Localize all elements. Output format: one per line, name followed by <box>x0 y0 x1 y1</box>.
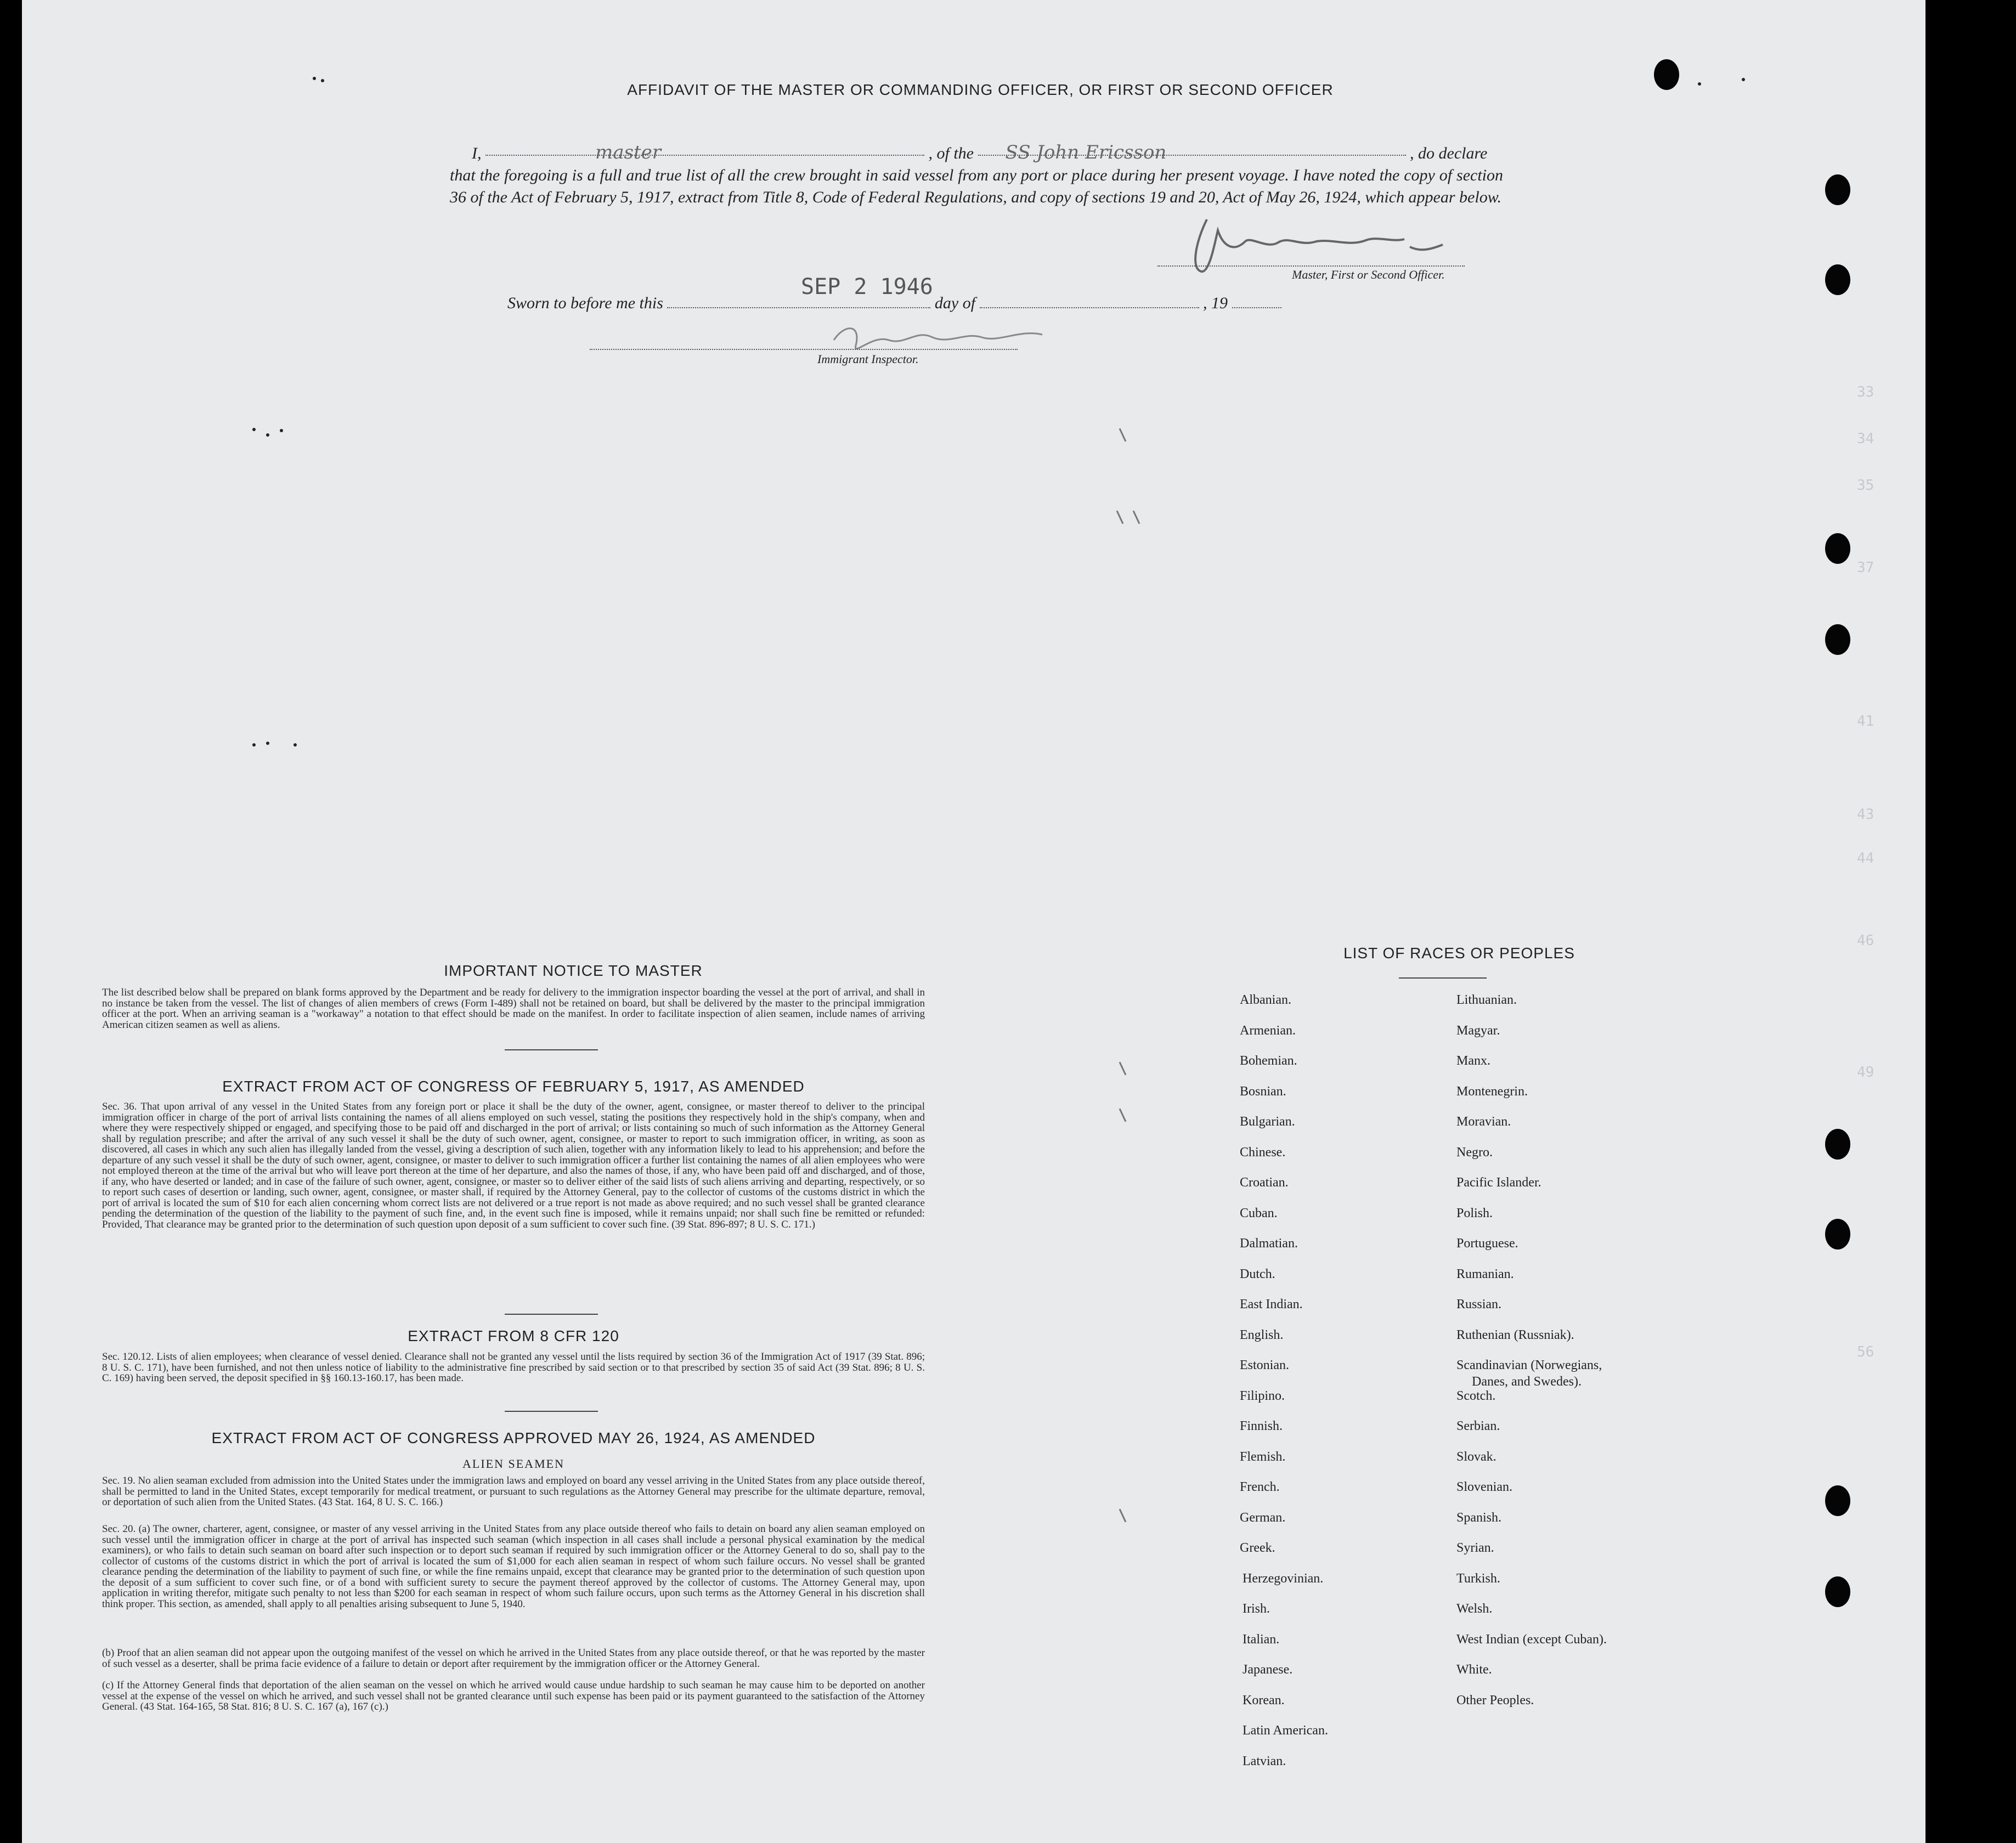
bleed-through-text: 41 <box>1857 713 1874 730</box>
race-item: Latvian. <box>1243 1754 1286 1768</box>
bleed-through-text: 44 <box>1857 850 1874 867</box>
race-item: Danes, and Swedes). <box>1472 1375 1582 1389</box>
punch-hole <box>1825 1219 1850 1250</box>
bleed-through-text: 43 <box>1857 806 1874 823</box>
manifest-page <box>22 0 1925 1843</box>
section-divider <box>505 1411 598 1412</box>
ink-speck <box>252 428 256 431</box>
race-item: Filipino. <box>1240 1388 1285 1403</box>
check-mark <box>1119 1062 1127 1076</box>
ink-speck <box>266 742 269 745</box>
race-item: Scandinavian (Norwegians, <box>1456 1358 1602 1372</box>
race-item: White. <box>1456 1663 1492 1677</box>
extract-1917-title: EXTRACT FROM ACT OF CONGRESS OF FEBRUARY 5, 1917, AS AMENDED <box>222 1078 805 1095</box>
punch-hole <box>1825 264 1850 295</box>
race-item: Polish. <box>1456 1206 1493 1220</box>
race-item: Spanish. <box>1456 1510 1502 1525</box>
check-mark <box>1119 1109 1127 1122</box>
section-divider <box>505 1314 598 1315</box>
race-item: Syrian. <box>1456 1541 1494 1555</box>
race-item: Croatian. <box>1240 1175 1289 1190</box>
sworn-mid: day of <box>934 294 976 312</box>
race-item: Turkish. <box>1456 1571 1500 1586</box>
race-item: Pacific Islander. <box>1456 1175 1541 1190</box>
race-item: Welsh. <box>1456 1602 1493 1616</box>
punch-hole <box>1825 533 1850 564</box>
punch-hole <box>1654 59 1679 90</box>
punch-hole <box>1825 1485 1850 1516</box>
declaration-prefix: I, <box>472 144 482 162</box>
signature-caption: Master, First or Second Officer. <box>1292 268 1445 281</box>
sworn-year-field <box>1232 294 1281 308</box>
race-item: Dutch. <box>1240 1267 1275 1281</box>
ink-speck <box>1698 82 1701 86</box>
race-item: Estonian. <box>1240 1358 1289 1372</box>
ink-speck <box>252 743 256 747</box>
ink-speck <box>280 429 283 432</box>
race-item: Russian. <box>1456 1297 1502 1311</box>
race-item: Magyar. <box>1456 1023 1500 1038</box>
race-item: Chinese. <box>1240 1145 1286 1160</box>
declaration-line <box>472 142 1487 163</box>
race-item: Montenegrin. <box>1456 1084 1528 1099</box>
bleed-through-text: 46 <box>1857 932 1874 949</box>
race-item: West Indian (except Cuban). <box>1456 1632 1607 1647</box>
affidavit-title: AFFIDAVIT OF THE MASTER OR COMMANDING OFFICER, OR FIRST OR SECOND OFFICER <box>627 81 1334 98</box>
bleed-through-text: 34 <box>1857 431 1874 447</box>
races-title-underline <box>1399 977 1487 979</box>
punch-hole <box>1825 624 1850 655</box>
declaration-body: that the foregoing is a full and true list of all the crew brought in said vessel from any port or place during her present voyage. I have noted the copy of section 36 of the Act of February 5, 1917, extract from Title 8, Code of Federal Regulations, and copy of sections 19 and 20, Act of May 26, 1924, which appear below. <box>450 166 1503 206</box>
bleed-through-text: 56 <box>1857 1344 1874 1360</box>
race-item: English. <box>1240 1327 1284 1342</box>
race-item: Flemish. <box>1240 1449 1286 1464</box>
race-item: Irish. <box>1243 1602 1270 1616</box>
sworn-prefix: Sworn to before me this <box>507 294 663 312</box>
bleed-through-text: 35 <box>1857 477 1874 494</box>
race-item: Moravian. <box>1456 1115 1511 1129</box>
bleed-through-text: 37 <box>1857 559 1874 576</box>
rank-field <box>485 142 924 163</box>
race-item: Armenian. <box>1240 1023 1296 1038</box>
race-item: East Indian. <box>1240 1297 1303 1311</box>
sworn-year: , 19 <box>1203 294 1228 312</box>
inspector-line <box>590 349 1018 350</box>
rank-handwriting: master <box>595 142 661 163</box>
inspector-caption: Immigrant Inspector. <box>817 352 919 366</box>
race-item: Other Peoples. <box>1456 1693 1534 1708</box>
ink-speck <box>313 77 316 80</box>
signature-line <box>1157 265 1465 267</box>
sworn-month-field <box>980 294 1199 308</box>
sec-20b-text: (b) Proof that an alien seaman did not appear upon the outgoing manifest of the vessel on which he arrived in the United States from any place outside thereof, or that he was reported by the master of such vessel as a deserter, shall be prima facie evidence of a failure to detain or deport after requirement by the immigration officer or the Attorney General. <box>102 1647 925 1670</box>
declaration-suffix: , do declare <box>1410 144 1488 162</box>
bleed-through-text: 49 <box>1857 1064 1874 1081</box>
ink-speck <box>321 79 324 82</box>
alien-seamen-subtitle: ALIEN SEAMEN <box>462 1457 564 1471</box>
notice-title: IMPORTANT NOTICE TO MASTER <box>444 962 703 979</box>
check-mark <box>1116 511 1124 524</box>
race-item: Rumanian. <box>1456 1267 1514 1281</box>
extract-cfr-text: Sec. 120.12. Lists of alien employees; when clearance of vessel denied. Clearance shall not be granted any vessel until the lists required by section 36 of the Immigration Act of 1917 (39 Stat. 896; 8 U. S. C. 171), have been furnished, and not then unless notice of liability to the administrative fine prescribed by said section or to that prescribed by section 35 of said Act (39 Stat. 896; 8 U. S. C. 169) having been served, the deposit specified in §§ 160.13-160.17, has been made. <box>102 1351 925 1384</box>
section-divider <box>505 1049 598 1050</box>
punch-hole <box>1825 1576 1850 1607</box>
punch-hole <box>1825 174 1850 205</box>
sec-19-text: Sec. 19. No alien seaman excluded from admission into the United States under the immigration laws and employed on board any vessel arriving in the United States from any place outside thereof, shall be permitted to land in the United States, except temporarily for medical treatment, or pursuant to such regulations as the Attorney General may prescribe for the ultimate departure, removal, or deportation of such alien from the United States. (43 Stat. 164, 8 U. S. C. 166.) <box>102 1475 925 1508</box>
race-item: Slovenian. <box>1456 1480 1512 1494</box>
extract-cfr-title: EXTRACT FROM 8 CFR 120 <box>408 1327 619 1344</box>
race-item: Italian. <box>1243 1632 1280 1647</box>
check-mark <box>1119 1509 1127 1523</box>
race-item: German. <box>1240 1510 1286 1525</box>
race-item: Japanese. <box>1243 1663 1293 1677</box>
punch-hole <box>1825 1129 1850 1160</box>
vessel-handwriting: SS John Ericsson <box>1005 142 1167 163</box>
race-item: French. <box>1240 1480 1280 1494</box>
check-mark <box>1133 511 1140 524</box>
date-stamp: SEP 2 1946 <box>801 274 933 299</box>
declaration-mid: , of the <box>928 144 974 162</box>
race-item: Albanian. <box>1240 993 1291 1007</box>
race-item: Bohemian. <box>1240 1054 1297 1068</box>
bleed-through-text: 33 <box>1857 384 1874 400</box>
race-item: Ruthenian (Russniak). <box>1456 1327 1574 1342</box>
ink-speck <box>266 433 269 437</box>
race-item: Lithuanian. <box>1456 993 1517 1007</box>
race-item: Greek. <box>1240 1541 1275 1555</box>
race-item: Portuguese. <box>1456 1236 1518 1251</box>
ink-speck <box>1742 78 1745 81</box>
race-item: Serbian. <box>1456 1419 1500 1433</box>
race-item: Slovak. <box>1456 1449 1497 1464</box>
ink-speck <box>293 743 297 747</box>
race-item: Dalmatian. <box>1240 1236 1298 1251</box>
race-item: Latin American. <box>1243 1723 1328 1738</box>
sec-20a-text: Sec. 20. (a) The owner, charterer, agent, consignee, or master of any vessel arriving in the United States from any place outside thereof who fails to detain on board any alien seaman employed on such vessel until the immigration officer in charge at the port of arrival has inspected such seaman (which inspection in all cases shall include a personal physical examination by the medical examiners), or who fails to detain such seaman on board after such inspection or to deport such seaman if required by such immigration officer or the Attorney General to do so, shall pay to the collector of customs of the customs district in which the port of arrival is located the sum of $1,000 for each alien seaman in respect of whom such failure occurs. No vessel shall be granted clearance pending the determination of the liability to payment of such fine, or while the fine remains unpaid, except that clearance may be granted prior to the determination of such question upon the deposit of a sum sufficient to cover such fine, or of a bond with sufficient surety to secure the payment thereof approved by the collector of customs. The Attorney General may, upon application in writing therefor, mitigate such penalty to not less than $200 for each seaman in respect of whom such failure occurs, upon such terms as the Attorney General in his discretion shall think proper. This section, as amended, shall apply to all penalties arising subsequent to June 5, 1940. <box>102 1523 925 1610</box>
race-item: Herzegovinian. <box>1243 1571 1324 1586</box>
race-item: Negro. <box>1456 1145 1493 1160</box>
race-item: Bulgarian. <box>1240 1115 1295 1129</box>
extract-1924-title: EXTRACT FROM ACT OF CONGRESS APPROVED MAY 26, 1924, AS AMENDED <box>211 1429 816 1446</box>
races-title: LIST OF RACES OR PEOPLES <box>1343 945 1575 962</box>
extract-1917-text: Sec. 36. That upon arrival of any vessel in the United States from any foreign port or place it shall be the duty of the owner, agent, consignee, or master thereof to deliver to the principal immigration officer in charge of the port of arrival lists containing the names of all aliens employed on such vessel, stating the positions they respectively hold in the ship's company, when and where they were respectively shipped or engaged, and specifying those to be paid off and discharged in the port of arrival; or lists containing so much of such information as the Attorney General shall by regulation prescribe; and after the arrival of any such vessel it shall be the duty of such owner, agent, consignee, or master to report to such immigration officer, in writing, as soon as discovered, all cases in which any such alien has illegally landed from the vessel, giving a description of such alien, together with any information likely to lead to his apprehension; and before the departure of any such vessel it shall be the duty of such owner, agent, consignee, or master to deliver to such immigration officer a further list containing the names of all alien employees who were not employed thereon at the time of the arrival but who will leave port thereon at the time of her departure, and also the names of those, if any, who have been paid off and discharged, and of those, if any, who have deserted or landed; and in case of the failure of such owner, agent, consignee, or master so to deliver either of the said lists of such aliens arriving and departing, respectively, or so to report such cases of desertion or landing, such owner, agent, consignee, or master shall, if required by the Attorney General, pay to the collector of customs of the customs district in which the port of arrival is located the sum of $10 for each alien concerning whom correct lists are not delivered or a true report is not made as above required; and no such vessel shall be granted clearance pending the determination of the question of the liability to the payment of such fine, and, in the event such fine is imposed, while it remains unpaid; nor shall such fine be remitted or refunded: Provided, That clearance may be granted prior to the determination of such question upon deposit of a sum sufficient to cover such fine. (39 Stat. 896-897; 8 U. S. C. 171.) <box>102 1101 925 1230</box>
check-mark <box>1119 428 1127 442</box>
race-item: Finnish. <box>1240 1419 1283 1433</box>
sec-20c-text: (c) If the Attorney General finds that deportation of the alien seaman on the vessel on which he arrived would cause undue hardship to such seaman he may cause him to be deported on another vessel at the expense of the vessel on which he arrived, and such vessel shall not be granted clearance until such expense has been paid or its payment guaranteed to the satisfaction of the Attorney General. (43 Stat. 164-165, 58 Stat. 816; 8 U. S. C. 167 (a), 167 (c).) <box>102 1680 925 1712</box>
race-item: Bosnian. <box>1240 1084 1286 1099</box>
race-item: Korean. <box>1243 1693 1285 1708</box>
race-item: Cuban. <box>1240 1206 1278 1220</box>
race-item: Manx. <box>1456 1054 1490 1068</box>
race-item: Scotch. <box>1456 1388 1496 1403</box>
notice-text: The list described below shall be prepared on blank forms approved by the Department and be ready for delivery to the immigration inspector boarding the vessel at the port of arrival, and shall in no instance be taken from the vessel. The list of changes of alien members of crews (Form I-489) shall not be retained on board, but shall be delivered by the master to the principal immigration officer at the port. When an arriving seaman is a "workaway" a notation to that effect should be made on the manifest. In order to facilitate inspection of alien seamen, include names of arriving American citizen seamen as well as aliens. <box>102 987 925 1031</box>
vessel-field <box>978 142 1406 163</box>
